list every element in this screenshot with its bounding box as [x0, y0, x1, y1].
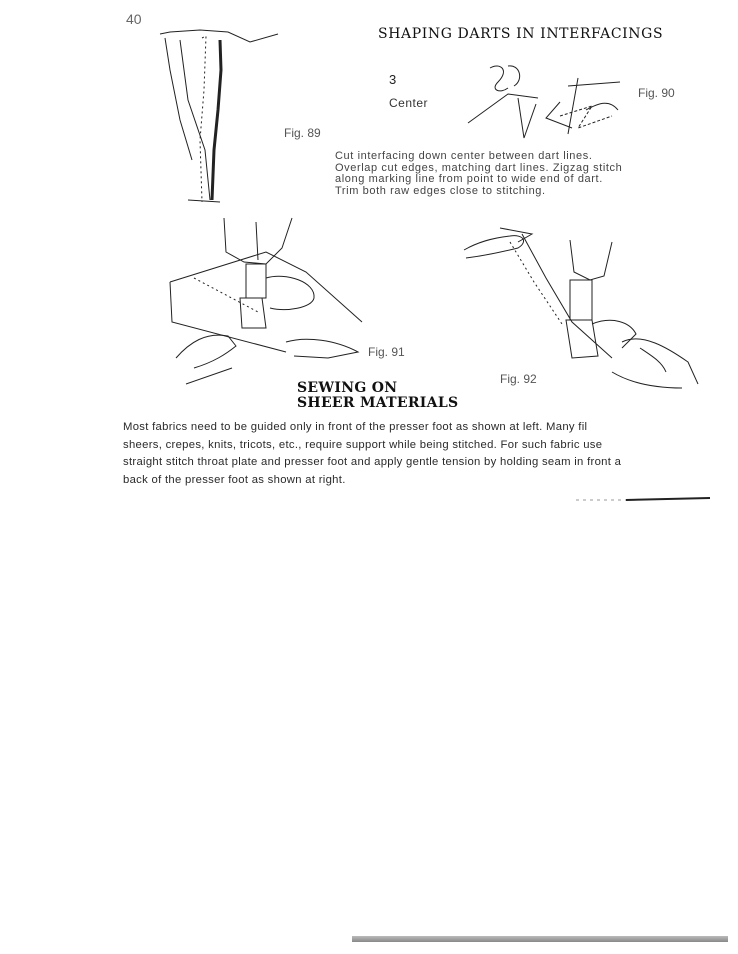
instruction-line: Trim both raw edges close to stitching. — [335, 184, 546, 197]
dart-center-label: Center — [389, 96, 429, 110]
instruction-line: Cut interfacing down center between dart lines. — [335, 150, 593, 162]
body-paragraph — [123, 419, 733, 489]
dart-number-label: 3 — [389, 72, 397, 87]
page-number: 40 — [126, 11, 142, 27]
instructions-text — [335, 151, 705, 197]
figure-90-label: Fig. 90 — [638, 86, 675, 100]
bottom-edge-shadow — [352, 936, 728, 942]
section-title-line: SEWING ON — [297, 380, 398, 396]
body-line: Most fabrics need to be guided only in front of the presser foot as shown at left. Many fil — [123, 421, 588, 433]
figure-89-label: Fig. 89 — [284, 126, 321, 140]
figure-91-illustration — [166, 212, 366, 388]
instruction-line: along marking line from point to wide end of dart. — [335, 173, 603, 185]
section-title — [297, 381, 458, 411]
figure-92-illustration — [462, 212, 702, 408]
page-heading: SHAPING DARTS IN INTERFACINGS — [378, 26, 664, 42]
body-line: back of the presser foot as shown at right. — [123, 473, 346, 486]
figure-91-label: Fig. 91 — [368, 345, 405, 359]
figure-92-label: Fig. 92 — [500, 372, 537, 386]
body-line: straight stitch throat plate and presser foot and apply gentle tension by holding seam in front a — [123, 456, 622, 468]
figure-90-illustration — [460, 58, 630, 138]
section-title-line: SHEER MATERIALS — [297, 395, 459, 411]
divider-rule — [566, 494, 716, 504]
figure-89-illustration — [150, 30, 290, 210]
instruction-line: Overlap cut edges, matching dart lines. Zigzag stitch — [335, 161, 623, 174]
body-line: sheers, crepes, knits, tricots, etc., require support while being stitched. For such fabric use — [123, 438, 603, 451]
